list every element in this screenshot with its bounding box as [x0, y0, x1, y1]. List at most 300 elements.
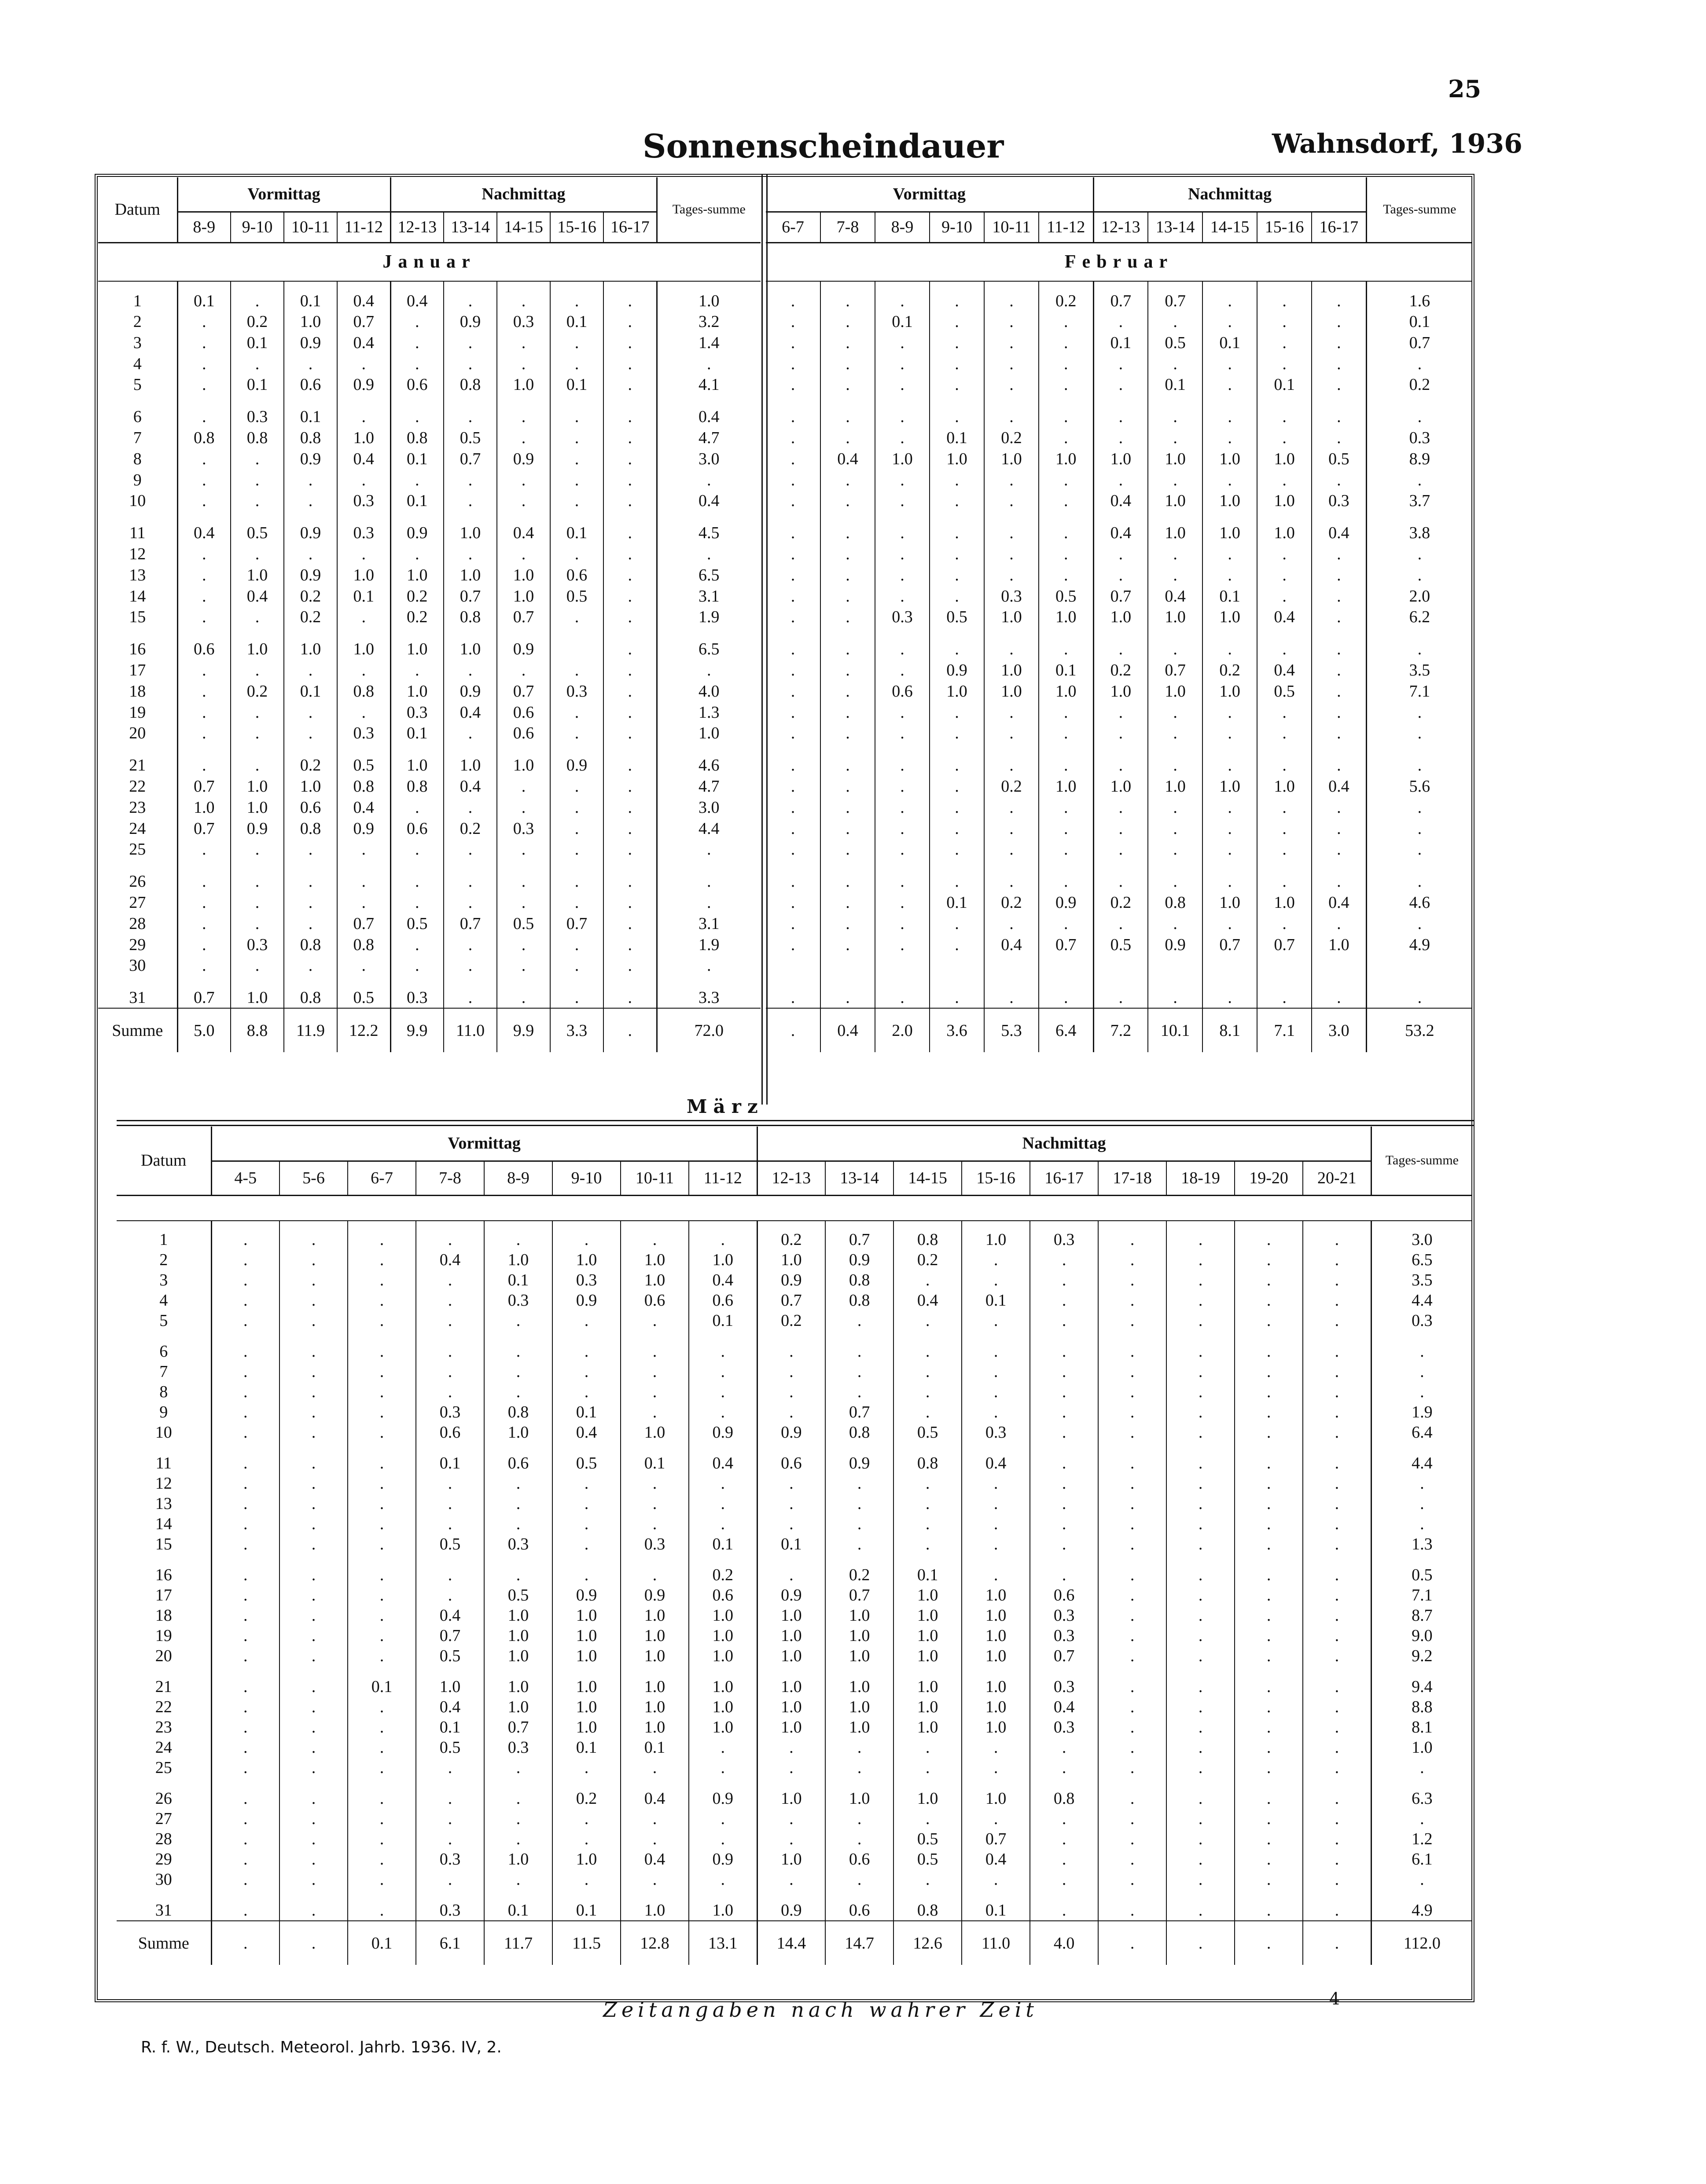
value-cell: 2.0 — [875, 1008, 930, 1052]
hour-header: 15-16 — [550, 212, 603, 242]
value-cell: . — [875, 353, 930, 374]
value-cell: 0.4 — [820, 448, 875, 470]
tagessumme-cell: 1.0 — [699, 292, 720, 310]
date-cell: 27 — [117, 1809, 211, 1829]
value-cell: . — [337, 607, 390, 639]
value-cell: . — [820, 660, 875, 681]
value-cell: 0.2 — [390, 586, 444, 607]
value-cell: . — [177, 660, 231, 681]
value-cell: . — [211, 1565, 279, 1585]
value-cell: . — [603, 776, 657, 797]
value-cell: . — [930, 913, 984, 934]
table-row — [766, 955, 1472, 987]
value-cell: 0.4 — [552, 1422, 621, 1453]
value-cell: 1.0 — [689, 1677, 757, 1697]
value-cell: 0.7 — [1030, 1646, 1098, 1677]
table-row — [117, 1362, 1472, 1382]
value-cell: . — [552, 1534, 621, 1565]
value-cell: . — [211, 1626, 279, 1646]
hour-header: 14-15 — [497, 212, 550, 242]
value-cell: . — [444, 470, 497, 491]
value-cell: . — [984, 913, 1039, 934]
value-cell: . — [337, 871, 390, 892]
value-cell: . — [689, 1809, 757, 1829]
station-name: Wahnsdorf, 1936 — [1272, 128, 1522, 159]
value-cell: . — [550, 934, 603, 955]
tagessumme-cell: 1.4 — [699, 334, 720, 352]
value-cell: 3.6 — [930, 1008, 984, 1052]
value-cell: 1.0 — [893, 1646, 962, 1677]
value-cell: . — [766, 681, 820, 702]
value-cell: . — [603, 565, 657, 586]
value-cell: . — [930, 522, 984, 543]
value-cell: . — [1202, 797, 1257, 818]
tagessumme-cell: 6.5 — [699, 566, 720, 584]
value-cell: . — [444, 491, 497, 522]
date-cell: 12 — [98, 543, 177, 565]
value-cell: . — [211, 1717, 279, 1737]
table-row — [98, 839, 761, 871]
value-cell: 0.6 — [1030, 1585, 1098, 1605]
tagessumme-cell: . — [1420, 1474, 1424, 1493]
value-cell: . — [984, 543, 1039, 565]
table-row — [117, 1737, 1472, 1758]
tagessumme-cell: 0.4 — [699, 407, 720, 426]
date-cell: 11 — [117, 1453, 211, 1473]
value-cell: 0.2 — [893, 1250, 962, 1270]
value-cell: . — [177, 470, 231, 491]
value-cell: 1.0 — [284, 639, 337, 660]
value-cell: 0.1 — [390, 491, 444, 522]
value-cell: . — [603, 660, 657, 681]
value-cell: 0.6 — [825, 1900, 893, 1921]
table-row — [98, 776, 761, 797]
value-cell: . — [211, 1382, 279, 1402]
value-cell: 0.7 — [1093, 281, 1148, 311]
date-cell: 8 — [98, 448, 177, 470]
value-cell: . — [284, 353, 337, 374]
tagessumme-cell: 3.1 — [699, 914, 720, 933]
value-cell: 0.4 — [689, 1453, 757, 1473]
value-cell: . — [348, 1900, 416, 1921]
value-cell: . — [1202, 543, 1257, 565]
value-cell: . — [1312, 374, 1366, 406]
value-cell: . — [766, 892, 820, 913]
value-cell: 0.8 — [825, 1422, 893, 1453]
value-cell: . — [820, 427, 875, 448]
value-cell: . — [820, 565, 875, 586]
value-cell: 1.0 — [1148, 607, 1202, 639]
value-cell: . — [552, 1310, 621, 1341]
tagessumme-cell: 5.6 — [1409, 777, 1430, 796]
value-cell: . — [603, 913, 657, 934]
value-cell: . — [1303, 1534, 1371, 1565]
value-cell: . — [279, 1809, 348, 1829]
value-cell: . — [416, 1565, 484, 1585]
value-cell: . — [1166, 1900, 1235, 1921]
value-cell: . — [1166, 1514, 1235, 1534]
hour-header: 12-13 — [757, 1161, 825, 1195]
value-cell: 0.3 — [984, 586, 1039, 607]
table-row — [98, 797, 761, 818]
value-cell: . — [390, 660, 444, 681]
value-cell: . — [1202, 427, 1257, 448]
value-cell: . — [757, 1362, 825, 1382]
date-cell: 22 — [117, 1697, 211, 1717]
value-cell: . — [348, 1221, 416, 1250]
value-cell: 1.0 — [962, 1788, 1030, 1809]
value-cell: . — [1039, 723, 1093, 755]
value-cell: 0.4 — [962, 1849, 1030, 1869]
summe-label: Summe — [98, 1008, 177, 1052]
value-cell: 12.2 — [337, 1008, 390, 1052]
tagessumme-cell: 1.9 — [1412, 1403, 1433, 1421]
value-cell: . — [211, 1758, 279, 1788]
value-cell: . — [689, 1341, 757, 1362]
value-cell: . — [1166, 1250, 1235, 1270]
value-cell: . — [1303, 1310, 1371, 1341]
value-cell: . — [231, 755, 284, 776]
value-cell: 0.9 — [757, 1270, 825, 1290]
value-cell: . — [930, 776, 984, 797]
value-cell: . — [1235, 1341, 1303, 1362]
value-cell: . — [177, 839, 231, 871]
tagessumme-cell: 0.3 — [1409, 429, 1430, 447]
value-cell: . — [231, 871, 284, 892]
value-cell: . — [444, 797, 497, 818]
tagessumme-cell: 72.0 — [657, 1008, 761, 1052]
value-cell: . — [279, 1453, 348, 1473]
value-cell: 0.9 — [1148, 934, 1202, 955]
table-row — [117, 1758, 1472, 1788]
value-cell: . — [1039, 406, 1093, 427]
footer-source: R. f. W., Deutsch. Meteorol. Jahrb. 1936. IV, 2. — [141, 2038, 502, 2056]
table-row — [766, 797, 1472, 818]
value-cell: . — [603, 281, 657, 311]
value-cell: 1.0 — [1148, 776, 1202, 797]
value-cell: . — [1202, 565, 1257, 586]
value-cell: 0.8 — [231, 427, 284, 448]
value-cell: . — [1235, 1221, 1303, 1250]
value-cell: 0.2 — [757, 1310, 825, 1341]
value-cell: . — [1202, 839, 1257, 871]
value-cell: . — [1312, 565, 1366, 586]
value-cell: 0.3 — [1030, 1626, 1098, 1646]
value-cell: . — [766, 702, 820, 723]
table-row — [117, 1605, 1472, 1626]
value-cell: . — [390, 839, 444, 871]
date-cell: 10 — [98, 491, 177, 522]
value-cell: . — [1312, 723, 1366, 755]
value-cell: . — [1098, 1849, 1166, 1869]
value-cell: 0.9 — [757, 1422, 825, 1453]
value-cell: . — [1312, 470, 1366, 491]
value-cell: . — [1093, 311, 1148, 332]
tagessumme-cell: 1.2 — [1412, 1830, 1433, 1848]
tagessumme-cell: 0.2 — [1409, 375, 1430, 394]
value-cell: 0.2 — [757, 1221, 825, 1250]
januar-table — [98, 177, 761, 1052]
value-cell: . — [1312, 639, 1366, 660]
value-cell: . — [603, 839, 657, 871]
value-cell: 0.1 — [552, 1402, 621, 1422]
value-cell: 0.4 — [497, 522, 550, 543]
value-cell: . — [416, 1514, 484, 1534]
value-cell: . — [550, 406, 603, 427]
date-cell: 15 — [117, 1534, 211, 1565]
value-cell: . — [416, 1758, 484, 1788]
value-cell: 0.8 — [893, 1221, 962, 1250]
hour-header: 13-14 — [444, 212, 497, 242]
tagessumme-cell: . — [707, 893, 711, 912]
value-cell: . — [1166, 1809, 1235, 1829]
hour-header: 11-12 — [689, 1161, 757, 1195]
value-cell: . — [930, 311, 984, 332]
value-cell: 0.7 — [1093, 586, 1148, 607]
value-cell: . — [550, 470, 603, 491]
value-cell: . — [1312, 818, 1366, 839]
value-cell: 1.0 — [621, 1646, 689, 1677]
value-cell: . — [962, 1494, 1030, 1514]
tagessumme-cell: 53.2 — [1366, 1008, 1472, 1052]
tagessumme-cell: 0.5 — [1412, 1566, 1433, 1584]
hour-header: 13-14 — [1148, 212, 1202, 242]
table-row — [766, 660, 1472, 681]
date-cell: 26 — [98, 871, 177, 892]
value-cell: . — [348, 1290, 416, 1310]
value-cell: 0.6 — [689, 1290, 757, 1310]
value-cell: 0.9 — [825, 1453, 893, 1473]
value-cell: . — [550, 332, 603, 353]
value-cell: . — [444, 871, 497, 892]
value-cell: . — [1098, 1270, 1166, 1290]
value-cell: . — [390, 871, 444, 892]
value-cell: 0.5 — [484, 1585, 552, 1605]
table-row — [117, 1534, 1472, 1565]
value-cell: . — [766, 281, 820, 311]
value-cell: 0.7 — [1202, 934, 1257, 955]
table-row — [98, 607, 761, 639]
value-cell: 0.4 — [337, 281, 390, 311]
table-row — [766, 427, 1472, 448]
value-cell: 0.3 — [497, 311, 550, 332]
value-cell: . — [875, 427, 930, 448]
header-spacer — [117, 1195, 1472, 1221]
value-cell: . — [550, 776, 603, 797]
value-cell: . — [962, 1362, 1030, 1382]
value-cell: 0.9 — [284, 332, 337, 353]
value-cell: . — [930, 565, 984, 586]
value-cell: . — [211, 1250, 279, 1270]
value-cell: . — [757, 1382, 825, 1402]
value-cell: . — [1030, 1900, 1098, 1921]
value-cell: . — [1166, 1737, 1235, 1758]
value-cell: . — [550, 839, 603, 871]
value-cell: . — [621, 1809, 689, 1829]
value-cell: . — [279, 1900, 348, 1921]
table-row — [766, 871, 1472, 892]
value-cell: 0.5 — [1039, 586, 1093, 607]
value-cell: 0.4 — [1312, 522, 1366, 543]
value-cell: . — [552, 1382, 621, 1402]
value-cell: . — [984, 987, 1039, 1008]
table-row — [117, 1473, 1472, 1494]
value-cell: 11.5 — [552, 1921, 621, 1965]
value-cell: . — [177, 892, 231, 913]
table-row — [98, 871, 761, 892]
value-cell: . — [1312, 839, 1366, 871]
value-cell: . — [820, 839, 875, 871]
value-cell: . — [1235, 1677, 1303, 1697]
value-cell: 0.2 — [984, 892, 1039, 913]
value-cell: . — [1303, 1270, 1371, 1290]
value-cell: 5.3 — [984, 1008, 1039, 1052]
value-cell: 0.4 — [1257, 660, 1312, 681]
table-row — [766, 448, 1472, 470]
value-cell: . — [348, 1565, 416, 1585]
value-cell: 0.7 — [825, 1402, 893, 1422]
value-cell: . — [930, 374, 984, 406]
value-cell: 0.6 — [484, 1453, 552, 1473]
value-cell: . — [416, 1473, 484, 1494]
date-cell: 4 — [98, 353, 177, 374]
value-cell: . — [211, 1677, 279, 1697]
value-cell: 0.1 — [893, 1565, 962, 1585]
value-cell: . — [444, 987, 497, 1008]
value-cell: . — [1303, 1869, 1371, 1900]
value-cell: . — [348, 1422, 416, 1453]
value-cell: 0.4 — [1093, 522, 1148, 543]
tagessumme-cell: 1.3 — [1412, 1535, 1433, 1553]
table-row — [117, 1453, 1472, 1473]
value-cell: . — [211, 1221, 279, 1250]
table-row — [98, 681, 761, 702]
value-cell: 1.0 — [552, 1849, 621, 1869]
value-cell: . — [550, 702, 603, 723]
value-cell: 0.3 — [416, 1900, 484, 1921]
value-cell: 0.3 — [484, 1534, 552, 1565]
value-cell: . — [893, 1534, 962, 1565]
value-cell: 0.1 — [284, 681, 337, 702]
value-cell: . — [603, 543, 657, 565]
value-cell: 1.0 — [962, 1585, 1030, 1605]
value-cell: . — [1166, 1849, 1235, 1869]
month-label: Januar — [98, 242, 761, 281]
table-row — [117, 1900, 1472, 1921]
value-cell: . — [1148, 470, 1202, 491]
value-cell: 1.0 — [757, 1250, 825, 1270]
value-cell: . — [1148, 797, 1202, 818]
value-cell: . — [984, 470, 1039, 491]
value-cell: . — [1166, 1341, 1235, 1362]
table-row — [98, 660, 761, 681]
value-cell: . — [1039, 839, 1093, 871]
date-cell: 29 — [98, 934, 177, 955]
value-cell: 1.0 — [1148, 681, 1202, 702]
value-cell: 0.1 — [962, 1290, 1030, 1310]
value-cell: . — [766, 913, 820, 934]
table-row — [117, 1402, 1472, 1422]
value-cell: . — [348, 1788, 416, 1809]
table-row — [766, 565, 1472, 586]
value-cell: . — [1235, 1422, 1303, 1453]
value-cell: 0.3 — [621, 1534, 689, 1565]
table-row — [766, 332, 1472, 353]
value-cell: . — [757, 1514, 825, 1534]
value-cell: . — [484, 1382, 552, 1402]
value-cell: 0.8 — [893, 1900, 962, 1921]
value-cell — [1093, 955, 1148, 987]
value-cell: 0.1 — [757, 1534, 825, 1565]
tagessumme-cell: 4.6 — [1409, 893, 1430, 912]
tagessumme-cell: 6.2 — [1409, 608, 1430, 626]
value-cell: . — [279, 1646, 348, 1677]
value-cell: . — [211, 1534, 279, 1565]
value-cell: . — [1257, 586, 1312, 607]
value-cell: 0.7 — [962, 1829, 1030, 1849]
value-cell: . — [962, 1809, 1030, 1829]
date-cell: 22 — [98, 776, 177, 797]
value-cell: . — [1257, 353, 1312, 374]
value-cell: 0.2 — [1093, 892, 1148, 913]
tagessumme-cell: . — [1417, 703, 1422, 722]
value-cell: . — [962, 1514, 1030, 1534]
value-cell: 0.5 — [337, 987, 390, 1008]
value-cell: 1.0 — [1202, 892, 1257, 913]
hour-header: 5-6 — [279, 1161, 348, 1195]
value-cell: . — [820, 755, 875, 776]
value-cell: . — [825, 1473, 893, 1494]
footer-note: Zeitangaben nach wahrer Zeit — [603, 1998, 1038, 2022]
value-cell: . — [284, 660, 337, 681]
value-cell: 0.7 — [1148, 660, 1202, 681]
value-cell: 0.4 — [1030, 1697, 1098, 1717]
value-cell: 0.8 — [284, 934, 337, 955]
value-cell: . — [211, 1900, 279, 1921]
value-cell: 0.7 — [444, 448, 497, 470]
value-cell: . — [1030, 1402, 1098, 1422]
value-cell: 0.3 — [497, 818, 550, 839]
value-cell: . — [1235, 1494, 1303, 1514]
value-cell: . — [1257, 913, 1312, 934]
vormittag-header: Vormittag — [766, 177, 1093, 212]
value-cell: . — [1148, 723, 1202, 755]
value-cell: . — [766, 639, 820, 660]
value-cell: . — [820, 913, 875, 934]
value-cell: . — [1235, 1565, 1303, 1585]
value-cell: . — [1235, 1646, 1303, 1677]
value-cell: . — [766, 797, 820, 818]
value-cell: . — [550, 955, 603, 987]
value-cell: 5.0 — [177, 1008, 231, 1052]
value-cell: . — [279, 1921, 348, 1965]
value-cell: . — [416, 1310, 484, 1341]
value-cell: 0.6 — [390, 374, 444, 406]
value-cell: . — [875, 755, 930, 776]
value-cell: 0.4 — [337, 797, 390, 818]
value-cell: . — [757, 1737, 825, 1758]
value-cell: . — [416, 1494, 484, 1514]
value-cell: . — [930, 281, 984, 311]
value-cell: . — [444, 839, 497, 871]
value-cell: . — [766, 332, 820, 353]
date-cell: 17 — [98, 660, 177, 681]
value-cell: . — [177, 448, 231, 470]
value-cell: . — [552, 1758, 621, 1788]
tagessumme-cell: 3.5 — [1409, 661, 1430, 679]
value-cell: . — [825, 1362, 893, 1382]
table-row — [98, 586, 761, 607]
